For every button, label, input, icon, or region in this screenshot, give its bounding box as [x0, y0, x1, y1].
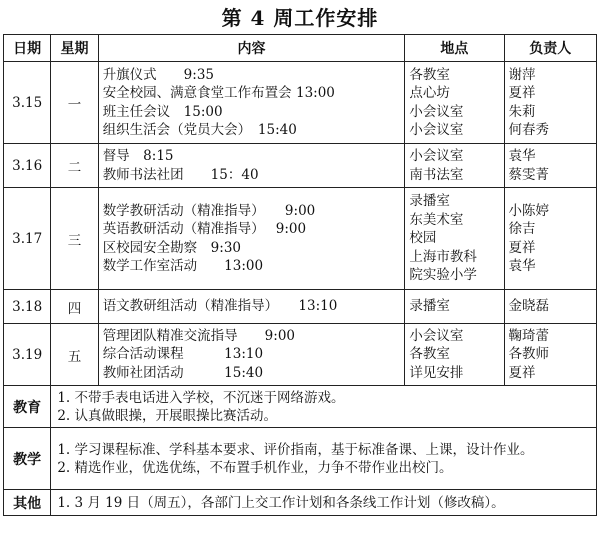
note-row	[4, 428, 597, 490]
owner-line: 袁华	[508, 258, 536, 274]
content-cell	[98, 188, 405, 290]
weekday-cell: 四	[51, 290, 98, 324]
content-cell	[98, 62, 405, 144]
place-line: 点心坊	[409, 85, 450, 101]
place-cell	[405, 62, 504, 144]
place-cell	[405, 188, 504, 290]
note-label: 教学	[4, 428, 51, 490]
place-line: 详见安排	[409, 364, 464, 381]
content-line: 区校园安全勘察 9:30	[102, 239, 242, 256]
owner-line: 朱莉	[508, 103, 536, 120]
header-content: 内容	[98, 35, 405, 62]
header-week: 星期	[51, 35, 98, 62]
content-line: 数学工作室活动 13:00	[102, 258, 264, 274]
date-cell: 3.15	[4, 62, 51, 144]
page-title: 第 4 周工作安排	[221, 6, 379, 30]
date-cell: 3.17	[4, 188, 51, 290]
header-date: 日期	[4, 35, 51, 62]
content-line: 管理团队精准交流指导 9:00	[102, 327, 296, 344]
table-row	[4, 188, 597, 290]
place-line: 录播室	[409, 298, 450, 315]
place-line: 南书法室	[409, 166, 464, 183]
weekday-cell: 二	[51, 144, 98, 188]
owner-cell	[504, 324, 596, 386]
owner-line: 袁华	[508, 148, 536, 164]
content-line: 升旗仪式 9:35	[102, 66, 215, 83]
content-line: 安全校园、满意食堂工作布置会 13:00	[102, 85, 335, 101]
content-cell	[98, 144, 405, 188]
weekday-cell: 三	[51, 188, 98, 290]
owner-line: 金晓磊	[508, 298, 550, 315]
note-line: 1. 3 月 19 日（周五），各部门上交工作计划和各条线工作计划（修改稿）。	[57, 494, 505, 511]
table-row	[4, 144, 597, 188]
content-line: 数学教研活动（精准指导） 9:00	[102, 202, 316, 219]
place-line: 小会议室	[409, 122, 464, 138]
owner-line: 鞠琦蕾	[508, 327, 550, 344]
owner-line: 徐吉	[508, 221, 536, 237]
date-cell: 3.16	[4, 144, 51, 188]
table-row	[4, 290, 597, 324]
place-line: 小会议室	[409, 148, 464, 164]
owner-line: 各教师	[508, 346, 550, 363]
note-row	[4, 386, 597, 428]
weekday-cell: 一	[51, 62, 98, 144]
content-line: 督导 8:15	[102, 148, 174, 164]
content-cell	[98, 324, 405, 386]
owner-line: 夏祥	[508, 364, 536, 381]
place-line: 东美术室	[409, 211, 464, 228]
content-cell	[98, 290, 405, 324]
note-line: 1. 不带手表电话进入学校，不沉迷于网络游戏。	[57, 389, 345, 406]
note-content	[51, 490, 597, 516]
date-cell: 3.19	[4, 324, 51, 386]
place-line: 上海市教科	[409, 248, 477, 265]
header-owner: 负责人	[504, 35, 596, 62]
note-label: 教育	[4, 386, 51, 428]
owner-line: 何春秀	[508, 122, 550, 138]
owner-line: 谢萍	[508, 66, 536, 83]
weekday-cell: 五	[51, 324, 98, 386]
content-line: 教师社团活动 15:40	[102, 364, 264, 381]
owner-line: 夏祥	[508, 85, 536, 101]
owner-line: 夏祥	[508, 239, 536, 256]
table-row	[4, 62, 597, 144]
content-line: 语文教研组活动（精准指导） 13:10	[102, 298, 338, 315]
note-line: 1. 学习课程标准、学科基本要求、评价指南，基于标准备课、上课，设计作业。	[57, 441, 534, 458]
note-row	[4, 490, 597, 516]
owner-cell	[504, 188, 596, 290]
content-line: 班主任会议 15:00	[102, 103, 223, 120]
place-cell	[405, 324, 504, 386]
owner-cell	[504, 290, 596, 324]
owner-cell	[504, 144, 596, 188]
place-line: 小会议室	[409, 103, 464, 120]
schedule-table	[3, 34, 597, 516]
place-line: 校园	[409, 230, 437, 247]
note-content	[51, 428, 597, 490]
place-line: 院实验小学	[409, 267, 477, 284]
content-line: 英语教研活动（精准指导） 9:00	[102, 221, 307, 237]
schedule-body	[4, 62, 597, 386]
content-line: 组织生活会（党员大会） 15:40	[102, 122, 297, 138]
notes-body	[4, 386, 597, 516]
owner-cell	[504, 62, 596, 144]
place-cell	[405, 290, 504, 324]
note-content	[51, 386, 597, 428]
header-row	[4, 35, 597, 62]
owner-line: 蔡雯菁	[508, 166, 550, 183]
place-cell	[405, 144, 504, 188]
place-line: 各教室	[409, 346, 450, 363]
content-line: 教师书法社团 15：40	[102, 166, 259, 183]
table-row	[4, 324, 597, 386]
place-line: 录播室	[409, 193, 450, 210]
content-line: 综合活动课程 13:10	[102, 346, 264, 363]
note-line: 2. 认真做眼操，开展眼操比赛活动。	[57, 407, 278, 424]
header-place: 地点	[405, 35, 504, 62]
place-line: 小会议室	[409, 327, 464, 344]
note-line: 2. 精选作业，优选优练，不布置手机作业，力争不带作业出校门。	[57, 459, 453, 476]
date-cell: 3.18	[4, 290, 51, 324]
owner-line: 小陈婷	[508, 202, 550, 219]
note-label: 其他	[4, 490, 51, 516]
place-line: 各教室	[409, 66, 450, 83]
